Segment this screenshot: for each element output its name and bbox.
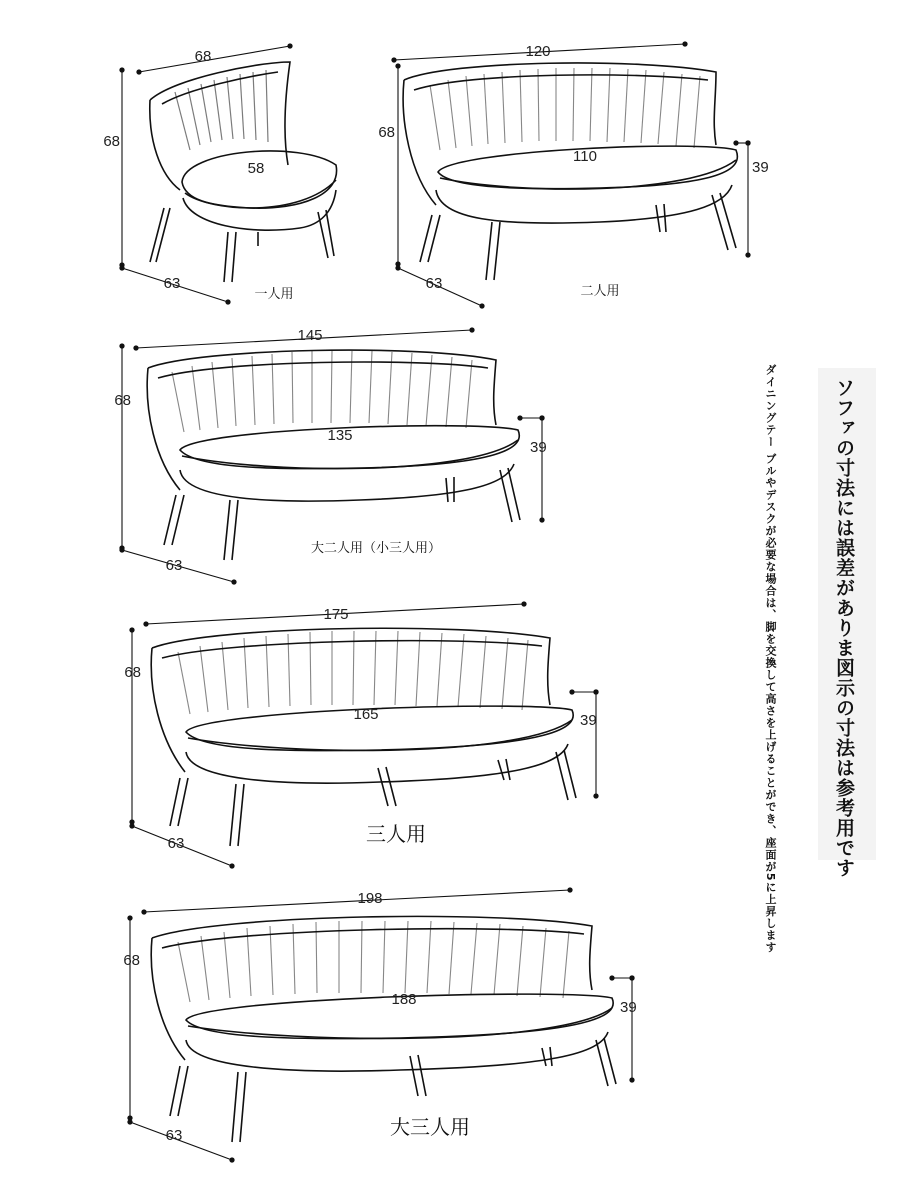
dimension-lines [130, 890, 632, 1160]
channel-stitching [175, 70, 268, 150]
width-label: 175 [323, 606, 349, 623]
dimension-lines [122, 46, 290, 302]
leg-replacement-note: ダイニングテー ブルやデスクが必要な場合は、脚を交換して高さを上げることができ、座面が5に上昇します [764, 364, 777, 954]
diagram-three-seat [124, 604, 596, 866]
seat-height-label: 39 [530, 439, 547, 456]
caption-two-seat: 二人用 [580, 284, 620, 299]
sofa-illustration [147, 350, 520, 560]
height-label: 68 [103, 133, 120, 150]
diagram-large-two-seat [114, 327, 546, 582]
diagram-single-seat [103, 46, 336, 302]
width-label: 198 [357, 890, 383, 907]
height-label: 68 [114, 392, 131, 409]
seat-height-label: 39 [752, 159, 769, 176]
seat-width-label: 165 [353, 706, 379, 723]
depth-label: 63 [425, 275, 443, 292]
caption-single: 一人用 [254, 287, 294, 302]
seat-height-label: 39 [580, 712, 597, 729]
depth-label: 63 [165, 557, 183, 574]
diagram-two-seat [378, 43, 768, 306]
caption-three-seat: 三人用 [366, 822, 426, 846]
height-label: 68 [124, 664, 141, 681]
width-label: 145 [297, 327, 323, 344]
channel-stitching [178, 921, 569, 1002]
caption-large-two-seat: 大二人用（小三人用） [310, 541, 442, 556]
depth-label: 63 [165, 1127, 183, 1144]
width-label: 68 [194, 48, 212, 65]
dimension-disclaimer: ソファの寸法には誤差がありま図示の寸法は参考用です [833, 378, 855, 878]
depth-label: 63 [167, 835, 185, 852]
seat-height-label: 39 [620, 999, 637, 1016]
height-label: 68 [123, 952, 140, 969]
seat-width-label: 110 [573, 148, 597, 165]
caption-large-three-seat: 大三人用 [390, 1115, 470, 1139]
sofa-illustration [403, 63, 737, 280]
sofa-illustration [151, 916, 616, 1142]
diagram-large-three-seat [123, 890, 636, 1160]
seat-width-label: 58 [247, 160, 265, 177]
channel-stitching [178, 631, 528, 714]
width-label: 120 [525, 43, 551, 60]
height-label: 68 [378, 124, 395, 141]
seat-width-label: 135 [327, 427, 353, 444]
dimension-lines [132, 604, 596, 866]
sofa-illustration [151, 628, 576, 846]
seat-width-label: 188 [391, 991, 417, 1008]
chair-illustration [150, 62, 337, 282]
depth-label: 63 [163, 275, 181, 292]
